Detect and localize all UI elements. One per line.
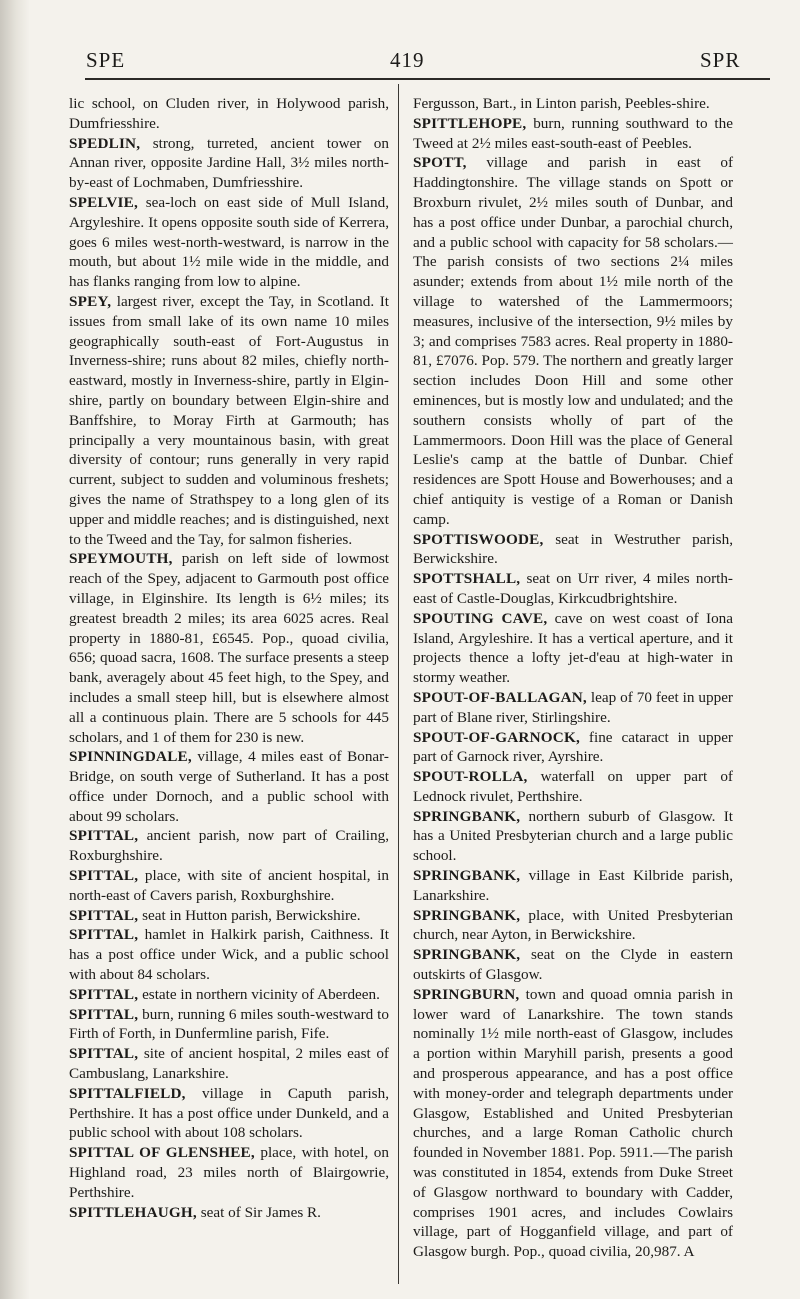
entry-headword: SPITTLEHOPE, (413, 114, 527, 132)
page-number: 419 (390, 48, 425, 72)
entry-headword: SPITTAL, (69, 926, 139, 944)
entry-headword: SPOUT-ROLLA, (413, 768, 528, 786)
entry-headword: SPRINGBANK, (413, 906, 521, 924)
column-divider (398, 84, 399, 1284)
entry-text: parish on left side of lowmost reach of the Spey, adjacent to Garmouth post office village, in Elginshire. Its length is 6½ miles; its greatest breadth 2 miles; its area 6025 acres. Real property in 1880-81, £6545. Pop., quoad civilia, 656; quoad sacra, 1608. The surface presents a steep bank, averagely about 45 feet high, to the Spey, and includes a small steep hill, but is elsewhere almost all a continuous plain. There are 5 schools for 445 scholars, and 1 of them for 230 is new. (69, 550, 389, 746)
entry-headword: SPOUTING CAVE, (413, 609, 548, 627)
gazetteer-entry (69, 549, 389, 747)
entry-text: seat of Sir James R. (196, 1203, 321, 1221)
gazetteer-entry (413, 866, 733, 906)
entry-headword: SPEY, (69, 292, 112, 310)
entry-text: town and quoad omnia parish in lower ward of Lanarkshire. The town stands nominally 1½ mile north-east of Glasgow, includes a portion within Maryhill parish, presents a good and prosperous appearance, and has a post office with money-order and telegraph departments under Glasgow, Established and United Presbyterian churches, and a large Roman Catholic church founded in November 1881. Pop. 5911.—The parish was constituted in 1854, extends from Duke Street of Glasgow northward to boundary with Cadder, comprises 1901 acres, and includes Cowlairs village, part of Hogganfield village, and part of Glasgow burgh. Pop., quoad civilia, 20,987. A (413, 985, 733, 1261)
entry-text: village and parish in east of Haddingtonshire. The village stands on Spott or Broxburn rivulet, 2½ miles south of Dunbar, and has a post office under Dunbar, a parochial church, and a public school with capacity for 58 scholars.—The parish consists of two sections 2¼ miles asunder; extends from about 1½ mile north of the village to watershed of the Lammermoors; measures, inclusive of the intersection, 9½ miles by 3; and comprises 7583 acres. Real property in 1880-81, £7076. Pop. 579. The northern and greatly larger section includes Doon Hill and some other eminences, but is mostly low and undulated; and the southern consists wholly of part of the Lammermoors. Doon Hill was the place of General Leslie's camp at the battle of Dunbar. Chief residences are Spott House and Bowerhouses; and a chief antiquity is vestige of a Roman or Danish camp. (413, 154, 733, 528)
gazetteer-entry (413, 530, 733, 570)
gazetteer-entry (413, 945, 733, 985)
entry-text: cave on west coast of Iona Island, Argyleshire. It has a vertical aperture, and it projects thence a lofty jet-d'eau at high-water in stormy weather. (413, 609, 733, 687)
header-rule (85, 78, 770, 80)
entry-text: estate in northern vicinity of Aberdeen. (138, 985, 380, 1003)
entry-text: largest river, except the Tay, in Scotland. It issues from small lake of its own name 10 miles geographically south-east of Fort-Augustus in Inverness-shire; runs about 82 miles, chiefly north-eastward, mostly in Inverness-shire, partly in Elgin-shire, partly on boundary between Elgin-shire and Banffshire, to Moray Firth at Garmouth; has principally a very mountainous basin, with great diversity of contour; runs generally in very rapid current, subject to sudden and voluminous freshets; gives the name of Strathspey to a long glen of its upper and middle reaches; and is distinguished, next to the Tweed and the Tay, for salmon fisheries. (69, 292, 389, 548)
gazetteer-entry (69, 1084, 389, 1143)
gazetteer-entry (69, 826, 389, 866)
entry-text: village in East Kilbride parish, Lanarkshire. (413, 867, 733, 904)
entry-headword: SPITTAL, (69, 985, 139, 1003)
gazetteer-entry (413, 985, 733, 1262)
entry-text: hamlet in Halkirk parish, Caithness. It has a post office under Wick, and a public school with about 84 scholars. (69, 926, 389, 984)
entry-headword: SPOTTSHALL, (413, 570, 521, 588)
entry-text: seat on Urr river, 4 miles north-east of Castle-Douglas, Kirkcudbrightshire. (413, 570, 733, 607)
entry-headword: SPINNINGDALE, (69, 748, 192, 766)
gazetteer-entry (413, 688, 733, 728)
gazetteer-entry (69, 1044, 389, 1084)
entry-text: village in Caputh parish, Perthshire. It has a post office under Dunkeld, and a public school with about 108 scholars. (69, 1084, 389, 1142)
entry-text: sea-loch on east side of Mull Island, Argyleshire. It opens opposite south side of Kerrera, goes 6 miles west-north-westward, is narrow in the mouth, but about 1½ mile wide in the middle, and has flanks ranging from low to alpine. (69, 193, 389, 291)
gazetteer-entry (69, 985, 389, 1005)
gazetteer-entry (413, 94, 733, 114)
entry-headword: SPITTLEHAUGH, (69, 1203, 197, 1221)
gazetteer-entry (69, 134, 389, 193)
page-header (70, 48, 770, 78)
entry-headword: SPITTAL, (69, 1005, 139, 1023)
gazetteer-entry (69, 193, 389, 292)
gazetteer-entry (413, 728, 733, 768)
entry-text: fine cataract in upper part of Garnock river, Ayrshire. (413, 728, 733, 766)
entry-headword: SPRINGBANK, (413, 946, 521, 964)
entry-text: waterfall on upper part of Lednock rivulet, Perthshire. (413, 768, 733, 805)
entry-text: seat in Westruther parish, Berwickshire. (413, 530, 733, 568)
gazetteer-entry (69, 925, 389, 984)
gazetteer-entry (69, 1005, 389, 1045)
entry-text: leap of 70 feet in upper part of Blane river, Stirlingshire. (413, 688, 733, 726)
left-column (69, 94, 389, 1222)
gazetteer-entry (413, 906, 733, 946)
gazetteer-entry (413, 807, 733, 866)
entry-text: strong, turreted, ancient tower on Annan river, opposite Jardine Hall, 3½ miles north-by-east of Lochmaben, Dumfriesshire. (69, 134, 389, 192)
gazetteer-entry (69, 1203, 389, 1223)
header-right-guide-word: SPR (700, 48, 741, 72)
entry-text: place, with United Presbyterian church, near Ayton, in Berwickshire. (413, 906, 733, 944)
gazetteer-entry (413, 609, 733, 688)
right-column (413, 94, 733, 1262)
entry-headword: SPITTAL, (69, 1045, 139, 1063)
entry-headword: SPRINGBURN, (413, 985, 520, 1003)
entry-text: lic school, on Cluden river, in Holywood parish, Dumfriesshire. (69, 95, 389, 132)
gazetteer-entry (413, 114, 733, 154)
entry-text: Fergusson, Bart., in Linton parish, Peebles-shire. (413, 95, 710, 112)
entry-headword: SPITTAL, (69, 827, 139, 845)
entry-headword: SPITTALFIELD, (69, 1084, 186, 1102)
entry-headword: SPITTAL, (69, 906, 139, 924)
entry-headword: SPRINGBANK, (413, 807, 521, 825)
gazetteer-entry (69, 94, 389, 134)
entry-text: seat on the Clyde in eastern outskirts of Glasgow. (413, 946, 733, 984)
entry-headword: SPITTAL OF GLENSHEE, (69, 1144, 255, 1162)
entry-headword: SPRINGBANK, (413, 867, 521, 885)
gazetteer-entry (69, 747, 389, 826)
gazetteer-entry (69, 866, 389, 906)
gazetteer-entry (69, 1143, 389, 1202)
entry-headword: SPITTAL, (69, 867, 139, 885)
header-left-guide-word: SPE (86, 48, 126, 72)
entry-headword: SPELVIE, (69, 193, 138, 211)
entry-text: place, with site of ancient hospital, in north-east of Cavers parish, Roxburghshire. (69, 867, 389, 904)
entry-text: site of ancient hospital, 2 miles east of Cambuslang, Lanarkshire. (69, 1045, 389, 1083)
entry-text: burn, running southward to the Tweed at 2½ miles east-south-east of Peebles. (413, 114, 733, 152)
entry-text: place, with hotel, on Highland road, 23 miles north of Blairgowrie, Perthshire. (69, 1144, 389, 1201)
entry-headword: SPEDLIN, (69, 134, 141, 152)
page-gutter-shadow (0, 0, 30, 1299)
entry-text: ancient parish, now part of Crailing, Roxburghshire. (69, 827, 389, 865)
gazetteer-entry (413, 569, 733, 609)
gazetteer-entry (413, 767, 733, 807)
gazetteer-entry (69, 906, 389, 926)
entry-text: village, 4 miles east of Bonar-Bridge, on south verge of Sutherland. It has a post office under Dornoch, and a public school with about 99 scholars. (69, 748, 389, 825)
entry-headword: SPOTTISWOODE, (413, 530, 544, 548)
entry-text: seat in Hutton parish, Berwickshire. (138, 906, 361, 924)
gazetteer-entry (69, 292, 389, 549)
entry-headword: SPOTT, (413, 154, 467, 172)
gazetteer-entry (413, 153, 733, 529)
entry-text: burn, running 6 miles south-westward to Firth of Forth, in Dunfermline parish, Fife. (69, 1005, 389, 1043)
entry-text: northern suburb of Glasgow. It has a United Presbyterian church and a large public school. (413, 807, 733, 865)
entry-headword: SPOUT-OF-BALLAGAN, (413, 688, 587, 706)
entry-headword: SPEYMOUTH, (69, 550, 173, 568)
entry-headword: SPOUT-OF-GARNOCK, (413, 728, 580, 746)
